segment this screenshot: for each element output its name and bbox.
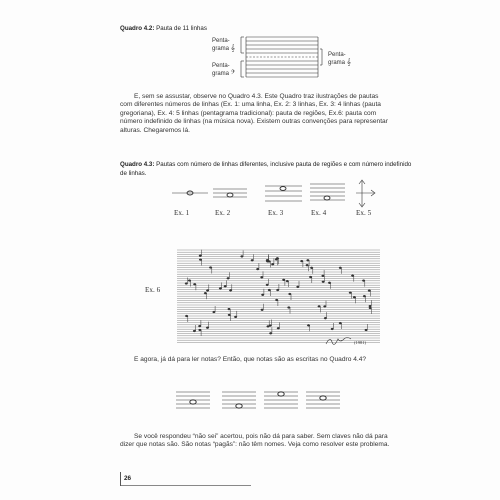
page-number-box [120, 472, 139, 486]
note-a [190, 400, 196, 404]
page-footer-rule [121, 485, 251, 486]
right-label-line2: grama [328, 60, 346, 66]
ex2-label: Ex. 2 [215, 209, 231, 217]
ex3-label: Ex. 3 [268, 209, 284, 217]
ex1-label: Ex. 1 [174, 209, 190, 217]
quadro-4-3-title-2: de linhas. [120, 170, 147, 177]
quadro-4-2-title: Pauta de 11 linhas [154, 25, 207, 32]
ex6-label: Ex. 6 [145, 286, 161, 294]
signature-date: (1981) [354, 340, 366, 345]
question-text: E agora, já dá para ler notas? Então, que notas são as escritas no Quadro 4.4? [134, 356, 367, 363]
grand-staff-clef-icon: 𝄞 [346, 59, 351, 66]
bass-clef-icon: 𝄢 [230, 70, 236, 77]
final-line-2: dizer que notas são. São notas “pagãs”: não têm nomes. Veja como resolver este problema. [120, 441, 390, 449]
final-paragraph [120, 433, 415, 450]
treble-clef-icon: 𝄞 [230, 45, 235, 52]
ex5-label: Ex. 5 [356, 209, 372, 217]
lower-label-line2: grama [212, 71, 230, 77]
intro-line-2: com diferentes números de linhas (Ex. 1: uma linha, Ex. 2: 3 linhas, Ex. 3: 4 linhas (pauta [120, 101, 381, 109]
quadro-4-2-number: Quadro 4.2: [120, 25, 155, 32]
quadro-4-3-number: Quadro 4.3: [120, 161, 155, 168]
intro-line-4: número indefinido de linhas (na música nova). Existem outras convenções para representar [120, 118, 388, 126]
upper-label-line1: Penta- [212, 38, 230, 44]
note-c [278, 392, 284, 396]
lower-label-line1: Penta- [212, 63, 230, 69]
note-b [236, 404, 242, 408]
staff-b [222, 392, 256, 408]
right-label-line1: Penta- [328, 52, 346, 58]
intro-line-3: gregoriana), Ex. 4: 5 linhas (pentagrama tradicional): pauta de regiões, Ex.6: pauta com [120, 109, 377, 117]
intro-line-1: E, sem se assustar, observe no Quadro 4.3. Este Quadro traz ilustrações de pautas [134, 93, 379, 100]
final-line-1: Se você respondeu “não sei” acertou, pois não dá para saber. Sem claves não dá para [134, 433, 388, 440]
note-d [320, 396, 326, 400]
page-number: 26 [124, 475, 132, 482]
intro-line-5: alturas. Chegaremos lá. [120, 126, 191, 134]
staff-c [264, 392, 298, 408]
quadro-4-3-title-1: Pautas com número de linhas diferentes, inclusive pauta de regiões e com número indefinido [154, 161, 412, 168]
ex4-label: Ex. 4 [311, 209, 327, 217]
upper-label-line2: grama [212, 46, 230, 52]
